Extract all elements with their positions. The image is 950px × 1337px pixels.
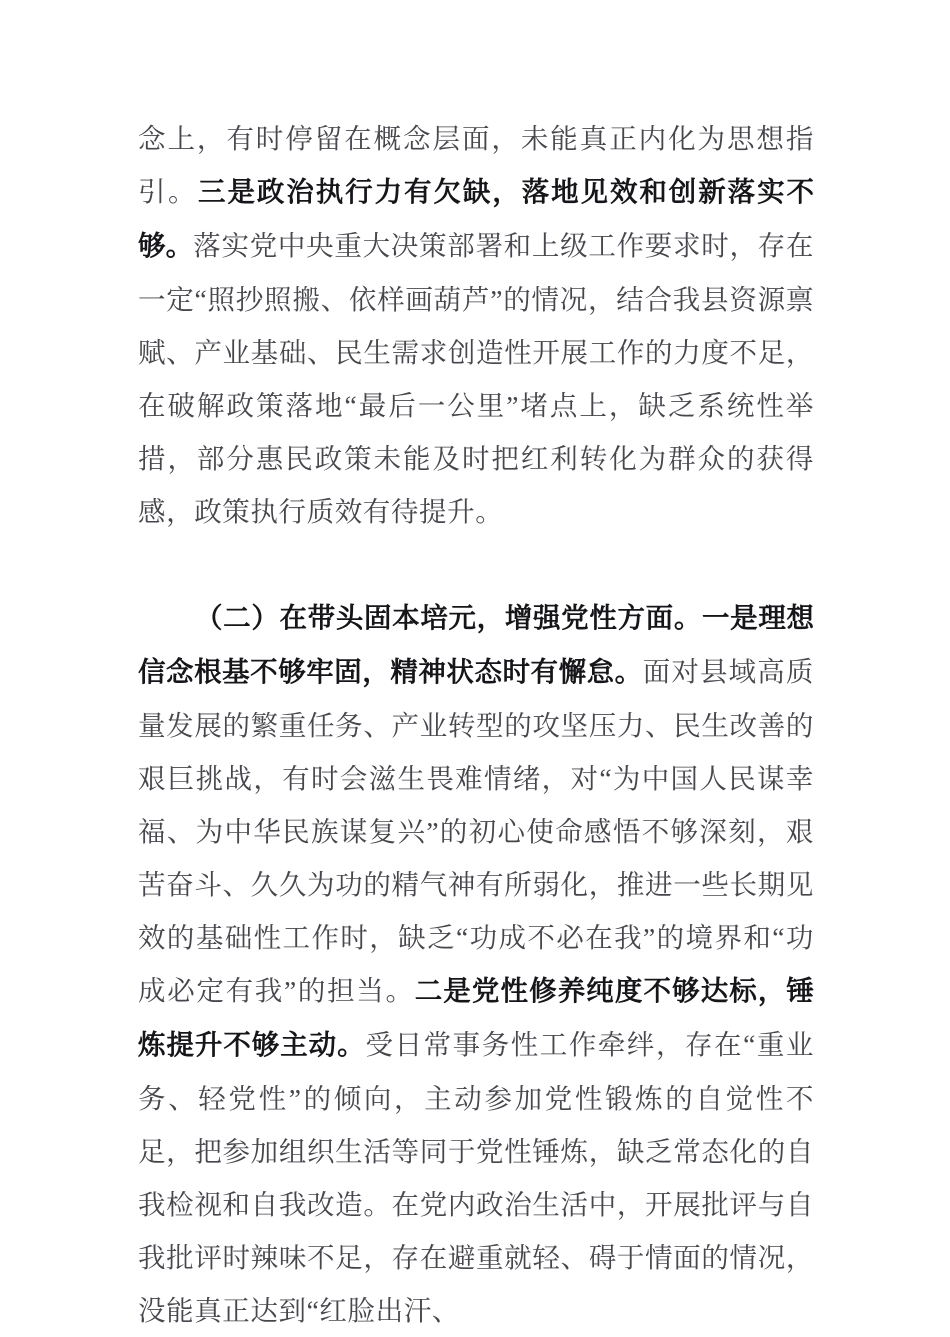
text-run-bold: 二是党性修养纯度不够达标，锤炼提升不够主动。 bbox=[138, 975, 814, 1061]
text-run: 念上，有时停留在概念层面，未能真正内化为思想指引。 bbox=[138, 123, 814, 207]
text-run: 落实党中央重大决策部署和上级工作要求时，存在一定“照抄照搬、依样画葫芦”的情况，结合我县资源禀赋、产业基础、民生需求创造性开展工作的力度不足，在破解政策落地“最后一公里”堵点上，缺乏系统性举措，部分惠民政策未能及时把红利转化为群众的获得感，政策执行质效有待提升。 bbox=[138, 230, 815, 527]
text-run: 受日常事务性工作牵绊，存在“重业务、轻党性”的倾向，主动参加党性锻炼的自觉性不足，把参加组织生活等同于党性锤炼，缺乏常态化的自我检视和自我改造。在党内政治生活中，开展批评与自我批评时辣味不足，存在避重就轻、碍于情面的情况，没能真正达到“红脸出汗、 bbox=[138, 1029, 814, 1326]
paragraph-2 bbox=[138, 591, 814, 1337]
paragraph-gap bbox=[138, 538, 814, 591]
text-run-bold: 一是理想信念根基不够牢固，精神状态时有懈怠。 bbox=[138, 602, 814, 688]
text-run: 面对县域高质量发展的繁重任务、产业转型的攻坚压力、民生改善的艰巨挑战，有时会滋生畏难情绪，对“为中国人民谋幸福、为中华民族谋复兴”的初心使命感悟不够深刻，艰苦奋斗、久久为功的精气神有所弱化，推进一些长期见效的基础性工作时，缺乏“功成不必在我”的境界和“功成必定有我”的担当。 bbox=[138, 656, 814, 1006]
paragraph-1 bbox=[138, 112, 814, 538]
section-heading-label: （二）在带头固本培元，增强党性方面。 bbox=[195, 602, 702, 634]
document-text-body bbox=[138, 112, 814, 1337]
text-run-bold: 三是政治执行力有欠缺，落地见效和创新落实不够。 bbox=[138, 176, 814, 262]
